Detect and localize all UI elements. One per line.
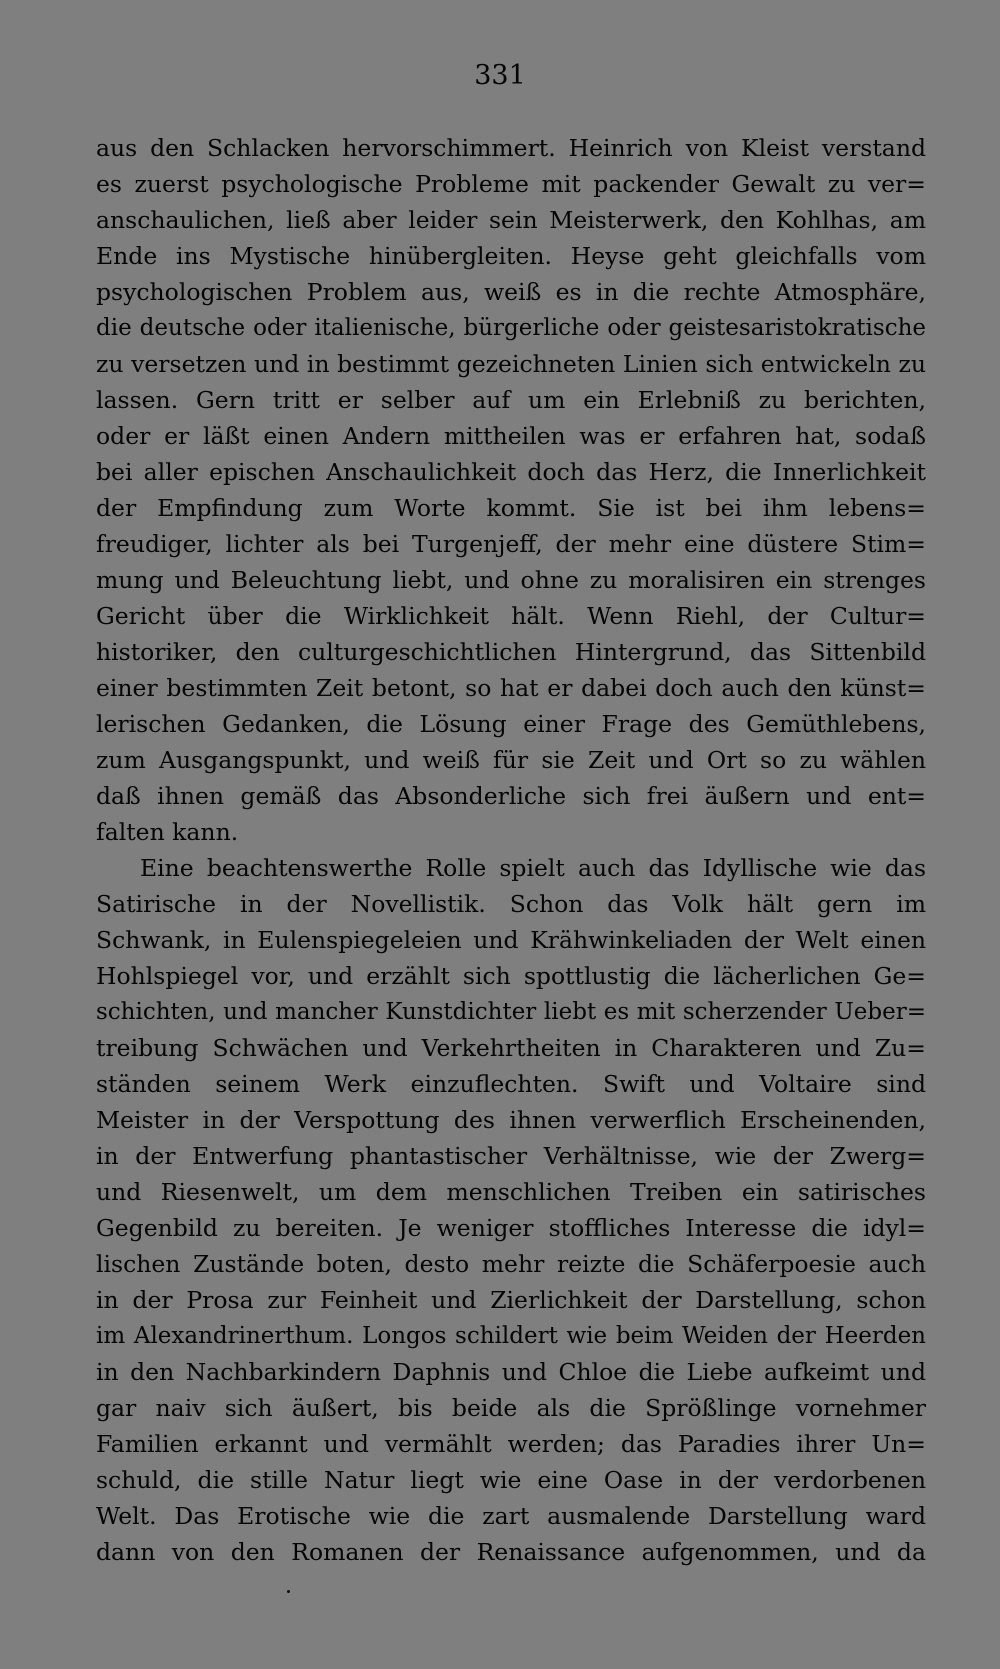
text-line: schichten, und mancher Kunstdichter liebt es mit scherzender Ueber= bbox=[96, 999, 926, 1025]
text-line: Gericht über die Wirklichkeit hält. Wenn Riehl, der Cultur= bbox=[96, 602, 926, 630]
text-line: lassen. Gern tritt er selber auf um ein Erlebniß zu berichten, bbox=[96, 386, 926, 414]
text-line: Familien erkannt und vermählt werden; das Paradies ihrer Un= bbox=[96, 1430, 926, 1458]
paragraph-start-line: Eine beachtenswerthe Rolle spielt auch das Idyllische wie das bbox=[140, 854, 926, 882]
text-line: in den Nachbarkindern Daphnis und Chloe die Liebe aufkeimt und bbox=[96, 1358, 926, 1386]
text-line: daß ihnen gemäß das Absonderliche sich frei äußern und ent= bbox=[96, 782, 926, 810]
text-line: historiker, den culturgeschichtlichen Hintergrund, das Sittenbild bbox=[96, 638, 926, 666]
text-line: freudiger, lichter als bei Turgenjeff, der mehr eine düstere Stim= bbox=[96, 530, 926, 558]
text-line: lerischen Gedanken, die Lösung einer Frage des Gemüthlebens, bbox=[96, 710, 926, 738]
text-line: und Riesenwelt, um dem menschlichen Treiben ein satirisches bbox=[96, 1178, 926, 1206]
text-line: psychologischen Problem aus, weiß es in die rechte Atmosphäre, bbox=[96, 278, 926, 306]
text-line: es zuerst psychologische Probleme mit packender Gewalt zu ver= bbox=[96, 170, 926, 198]
text-line: Ende ins Mystische hinübergleiten. Heyse geht gleichfalls vom bbox=[96, 242, 926, 270]
text-line: Schwank, in Eulenspiegeleien und Krähwinkeliaden der Welt einen bbox=[96, 926, 926, 954]
page-number: 331 bbox=[474, 60, 526, 91]
text-line: die deutsche oder italienische, bürgerliche oder geistesaristokratische bbox=[96, 315, 926, 341]
text-line: einer bestimmten Zeit betont, so hat er dabei doch auch den künst= bbox=[96, 674, 926, 702]
text-line: in der Prosa zur Feinheit und Zierlichkeit der Darstellung, schon bbox=[96, 1286, 926, 1314]
text-line: Meister in der Verspottung des ihnen verwerflich Erscheinenden, bbox=[96, 1106, 926, 1134]
text-line: mung und Beleuchtung liebt, und ohne zu moralisiren ein strenges bbox=[96, 566, 926, 594]
text-line: treibung Schwächen und Verkehrtheiten in Charakteren und Zu= bbox=[96, 1034, 926, 1062]
text-line: lischen Zustände boten, desto mehr reizte die Schäferpoesie auch bbox=[96, 1250, 926, 1278]
body-text bbox=[96, 130, 926, 1570]
text-line: ständen seinem Werk einzuflechten. Swift und Voltaire sind bbox=[96, 1070, 926, 1098]
text-line: im Alexandrinerthum. Longos schildert wie beim Weiden der Heerden bbox=[96, 1323, 926, 1349]
text-line: Satirische in der Novellistik. Schon das Volk hält gern im bbox=[96, 890, 926, 918]
text-line: bei aller epischen Anschaulichkeit doch das Herz, die Innerlichkeit bbox=[96, 458, 926, 486]
text-line: der Empfindung zum Worte kommt. Sie ist bei ihm lebens= bbox=[96, 494, 926, 522]
text-line: falten kann. bbox=[96, 818, 239, 846]
text-line: oder er läßt einen Andern mittheilen was er erfahren hat, sodaß bbox=[96, 422, 926, 450]
print-speck bbox=[287, 1590, 290, 1593]
text-line: dann von den Romanen der Renaissance aufgenommen, und da bbox=[96, 1538, 926, 1566]
text-line: zum Ausgangspunkt, und weiß für sie Zeit und Ort so zu wählen bbox=[96, 746, 926, 774]
text-line: gar naiv sich äußert, bis beide als die Sprößlinge vornehmer bbox=[96, 1394, 926, 1422]
text-line: in der Entwerfung phantastischer Verhältnisse, wie der Zwerg= bbox=[96, 1142, 926, 1170]
text-line: anschaulichen, ließ aber leider sein Meisterwerk, den Kohlhas, am bbox=[96, 206, 926, 234]
text-line: Gegenbild zu bereiten. Je weniger stoffliches Interesse die idyl= bbox=[96, 1214, 926, 1242]
text-line: Hohlspiegel vor, und erzählt sich spottlustig die lächerlichen Ge= bbox=[96, 962, 926, 990]
text-line: aus den Schlacken hervorschimmert. Heinrich von Kleist verstand bbox=[96, 134, 926, 162]
text-line: schuld, die stille Natur liegt wie eine Oase in der verdorbenen bbox=[96, 1466, 926, 1494]
text-line: Welt. Das Erotische wie die zart ausmalende Darstellung ward bbox=[96, 1502, 926, 1530]
text-line: zu versetzen und in bestimmt gezeichneten Linien sich entwickeln zu bbox=[96, 350, 926, 378]
